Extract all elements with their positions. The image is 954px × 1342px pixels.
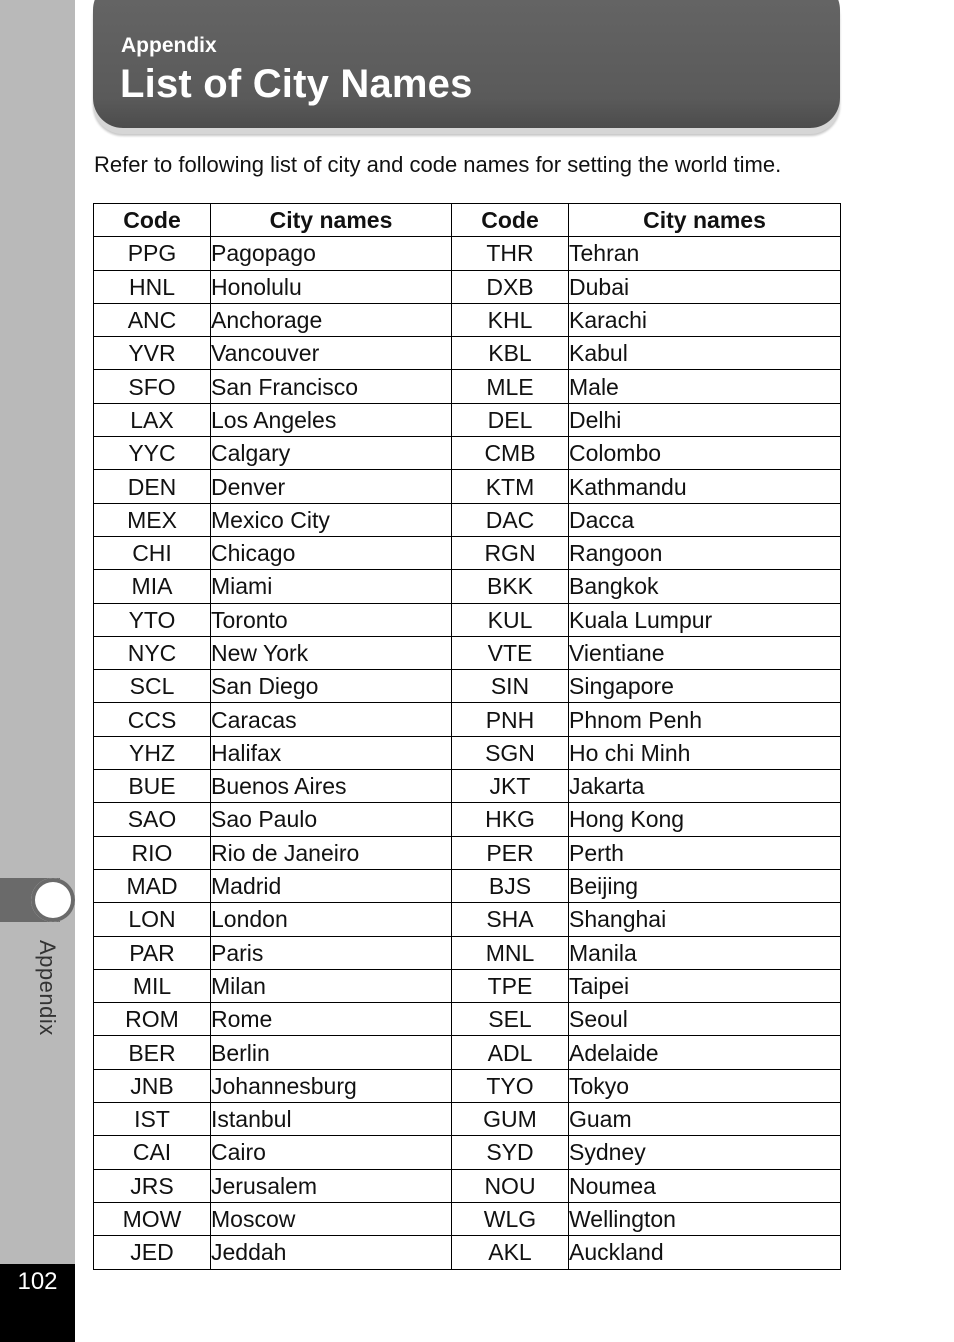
table-row (94, 1169, 841, 1202)
city-code: NOU (452, 1169, 569, 1202)
section-name: Appendix (121, 34, 217, 57)
city-code: JNB (94, 1069, 211, 1102)
city-name: Kabul (569, 337, 841, 370)
city-code: WLG (452, 1202, 569, 1235)
city-name: Tehran (569, 237, 841, 270)
table-row (94, 1202, 841, 1235)
city-name: Vancouver (211, 337, 452, 370)
table-row (94, 869, 841, 902)
table-row (94, 403, 841, 436)
city-code: MLE (452, 370, 569, 403)
city-name: Rome (211, 1003, 452, 1036)
city-name: Moscow (211, 1202, 452, 1235)
city-code: DXB (452, 270, 569, 303)
city-name: Johannesburg (211, 1069, 452, 1102)
city-name: Honolulu (211, 270, 452, 303)
city-code: BKK (452, 570, 569, 603)
city-name: Noumea (569, 1169, 841, 1202)
side-strip (0, 0, 75, 1342)
city-name: Taipei (569, 969, 841, 1002)
table-row (94, 1136, 841, 1169)
city-code: ADL (452, 1036, 569, 1069)
city-code: AKL (452, 1236, 569, 1269)
city-code: SFO (94, 370, 211, 403)
city-name: Miami (211, 570, 452, 603)
city-name: San Diego (211, 670, 452, 703)
city-name: Kathmandu (569, 470, 841, 503)
table-row (94, 770, 841, 803)
table-row (94, 570, 841, 603)
city-name: Wellington (569, 1202, 841, 1235)
city-name: Hong Kong (569, 803, 841, 836)
city-code: PNH (452, 703, 569, 736)
city-code: MNL (452, 936, 569, 969)
column-header-code: Code (452, 204, 569, 237)
city-name: San Francisco (211, 370, 452, 403)
city-name: Perth (569, 836, 841, 869)
table-row (94, 936, 841, 969)
city-code: DEL (452, 403, 569, 436)
page-title: List of City Names (120, 62, 473, 106)
city-name: Sydney (569, 1136, 841, 1169)
city-name: Phnom Penh (569, 703, 841, 736)
city-name: Istanbul (211, 1103, 452, 1136)
city-name: Shanghai (569, 903, 841, 936)
city-name: Tokyo (569, 1069, 841, 1102)
table-header-row (94, 204, 841, 237)
city-code: SEL (452, 1003, 569, 1036)
city-name: Halifax (211, 736, 452, 769)
city-code: MIA (94, 570, 211, 603)
city-name: Seoul (569, 1003, 841, 1036)
city-name: Male (569, 370, 841, 403)
city-name: Madrid (211, 869, 452, 902)
column-header-city: City names (569, 204, 841, 237)
city-code-table (93, 203, 841, 1270)
city-code: RGN (452, 536, 569, 569)
city-name: Toronto (211, 603, 452, 636)
table-row (94, 703, 841, 736)
city-code: MAD (94, 869, 211, 902)
city-code: JED (94, 1236, 211, 1269)
city-name: Karachi (569, 303, 841, 336)
city-name: Dubai (569, 270, 841, 303)
side-section-label: Appendix (35, 940, 60, 1036)
city-name: Chicago (211, 536, 452, 569)
city-code: KBL (452, 337, 569, 370)
city-code: MEX (94, 503, 211, 536)
table-row (94, 303, 841, 336)
table-row (94, 1236, 841, 1269)
city-code: GUM (452, 1103, 569, 1136)
table-row (94, 470, 841, 503)
city-name: Milan (211, 969, 452, 1002)
city-code: BUE (94, 770, 211, 803)
city-name: Vientiane (569, 636, 841, 669)
city-code: BJS (452, 869, 569, 902)
city-code: CCS (94, 703, 211, 736)
city-code: DAC (452, 503, 569, 536)
city-name: Colombo (569, 437, 841, 470)
table-row (94, 270, 841, 303)
city-name: Singapore (569, 670, 841, 703)
city-name: Adelaide (569, 1036, 841, 1069)
table-row (94, 1103, 841, 1136)
city-name: Guam (569, 1103, 841, 1136)
city-name: Kuala Lumpur (569, 603, 841, 636)
table-row (94, 1036, 841, 1069)
table-row (94, 803, 841, 836)
table-row (94, 670, 841, 703)
city-name: Delhi (569, 403, 841, 436)
city-code: TPE (452, 969, 569, 1002)
city-code: CAI (94, 1136, 211, 1169)
city-code: SCL (94, 670, 211, 703)
table-row (94, 603, 841, 636)
table-row (94, 437, 841, 470)
city-name: Buenos Aires (211, 770, 452, 803)
table-row (94, 736, 841, 769)
city-code: KUL (452, 603, 569, 636)
city-name: Caracas (211, 703, 452, 736)
city-code: DEN (94, 470, 211, 503)
city-code: CMB (452, 437, 569, 470)
city-name: Denver (211, 470, 452, 503)
city-code: TYO (452, 1069, 569, 1102)
city-code: PAR (94, 936, 211, 969)
city-name: Mexico City (211, 503, 452, 536)
city-code: THR (452, 237, 569, 270)
city-name: Anchorage (211, 303, 452, 336)
city-name: London (211, 903, 452, 936)
city-code: YTO (94, 603, 211, 636)
city-code: KTM (452, 470, 569, 503)
table-row (94, 969, 841, 1002)
section-tab-marker (31, 878, 75, 922)
city-name: Beijing (569, 869, 841, 902)
intro-text: Refer to following list of city and code names for setting the world time. (94, 152, 782, 177)
table-row (94, 1003, 841, 1036)
city-code: VTE (452, 636, 569, 669)
city-code: HKG (452, 803, 569, 836)
table-row (94, 1069, 841, 1102)
city-name: Auckland (569, 1236, 841, 1269)
table-row (94, 636, 841, 669)
city-code: LON (94, 903, 211, 936)
city-name: Jerusalem (211, 1169, 452, 1202)
city-code: LAX (94, 403, 211, 436)
city-code: KHL (452, 303, 569, 336)
table-row (94, 536, 841, 569)
city-name: Los Angeles (211, 403, 452, 436)
table-row (94, 237, 841, 270)
city-name: Manila (569, 936, 841, 969)
page-number: 102 (17, 1268, 58, 1295)
city-code: SAO (94, 803, 211, 836)
city-code: SYD (452, 1136, 569, 1169)
city-name: Rangoon (569, 536, 841, 569)
table-row (94, 903, 841, 936)
city-code: YHZ (94, 736, 211, 769)
city-name: Bangkok (569, 570, 841, 603)
city-code: MIL (94, 969, 211, 1002)
table-row (94, 503, 841, 536)
city-code: SIN (452, 670, 569, 703)
city-name: Dacca (569, 503, 841, 536)
city-code: PER (452, 836, 569, 869)
city-code: JKT (452, 770, 569, 803)
table-row (94, 337, 841, 370)
city-code: NYC (94, 636, 211, 669)
city-code: BER (94, 1036, 211, 1069)
city-code: YYC (94, 437, 211, 470)
city-name: Cairo (211, 1136, 452, 1169)
column-header-city: City names (211, 204, 452, 237)
city-name: Jeddah (211, 1236, 452, 1269)
city-name: Rio de Janeiro (211, 836, 452, 869)
city-name: Paris (211, 936, 452, 969)
city-code: CHI (94, 536, 211, 569)
city-name: New York (211, 636, 452, 669)
city-code: HNL (94, 270, 211, 303)
city-code: PPG (94, 237, 211, 270)
city-name: Sao Paulo (211, 803, 452, 836)
city-name: Pagopago (211, 237, 452, 270)
city-code: ANC (94, 303, 211, 336)
city-code: MOW (94, 1202, 211, 1235)
city-code: RIO (94, 836, 211, 869)
table-row (94, 370, 841, 403)
city-name: Jakarta (569, 770, 841, 803)
column-header-code: Code (94, 204, 211, 237)
city-name: Berlin (211, 1036, 452, 1069)
city-code: YVR (94, 337, 211, 370)
city-code: ROM (94, 1003, 211, 1036)
table-row (94, 836, 841, 869)
city-name: Calgary (211, 437, 452, 470)
city-name: Ho chi Minh (569, 736, 841, 769)
city-code: SGN (452, 736, 569, 769)
city-code: JRS (94, 1169, 211, 1202)
city-code: IST (94, 1103, 211, 1136)
city-code: SHA (452, 903, 569, 936)
